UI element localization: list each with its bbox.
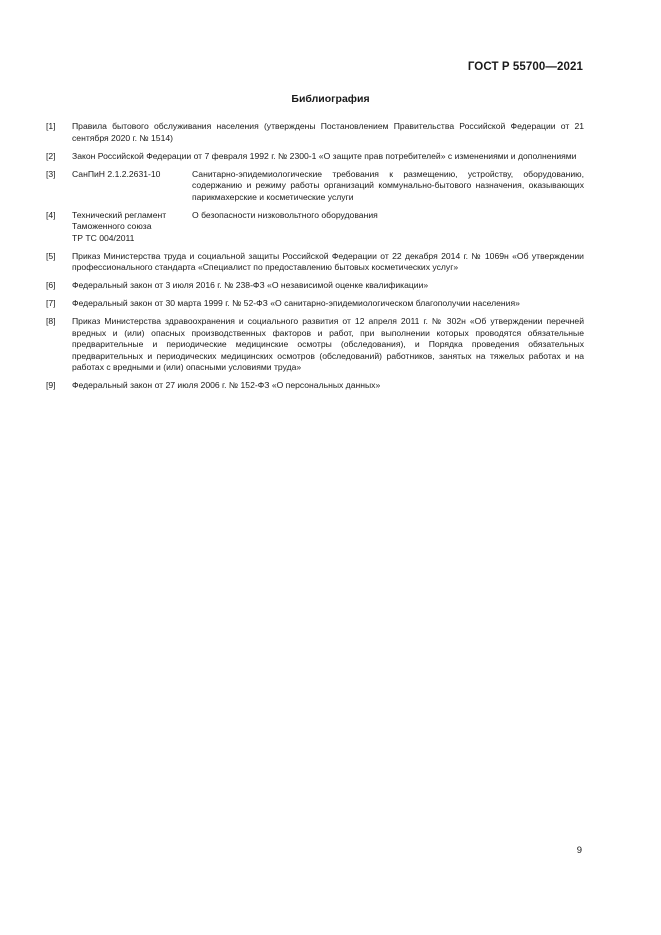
entry-number: [8] bbox=[46, 316, 56, 326]
entry-text: Приказ Министерства здравоохранения и социального развития от 12 апреля 2011 г. № 302н «Об утверждении перечней вредных и (или) опасных производственных факторов и работ, при выполнении которых проводятся обязательные предварительные и периодические медицинские осмотры (обследования), и Порядка проведения обязательных предварительных и периодических медицинских осмотров (обследований) работников, занятых на тяжелых работах и на работах с вредными и (или) опасными условиями труда» bbox=[72, 316, 584, 372]
entry-number: [4] bbox=[46, 209, 56, 220]
designation-line: ТР ТС 004/2011 bbox=[72, 232, 135, 243]
entry-number: [9] bbox=[46, 380, 56, 390]
entry-text: О безопасности низковольтного оборудования bbox=[192, 209, 378, 220]
entry-text: Правила бытового обслуживания населения (утверждены Постановлением Правительства Российской Федерации от 21 сентября 2020 г. № 1514) bbox=[72, 121, 584, 143]
designation-line: Таможенного союза bbox=[72, 221, 152, 231]
bibliography-entry bbox=[46, 280, 584, 292]
entry-number: [6] bbox=[46, 280, 56, 290]
entry-number: [5] bbox=[46, 250, 56, 261]
entry-number: [7] bbox=[46, 298, 56, 308]
entry-text: Федеральный закон от 27 июля 2006 г. № 152-ФЗ «О персональных данных» bbox=[72, 380, 381, 390]
bibliography-entry bbox=[46, 380, 584, 392]
entry-text: Федеральный закон от 30 марта 1999 г. № 52-ФЗ «О санитарно-эпидемиологическом благополучии населения» bbox=[72, 298, 520, 308]
entry-text: Федеральный закон от 3 июля 2016 г. № 238-ФЗ «О независимой оценке квалификации» bbox=[72, 280, 429, 290]
designation-line: СанПиН 2.1.2.2631-10 bbox=[72, 168, 161, 179]
section-title: Библиография bbox=[291, 93, 370, 105]
designation-line: Технический регламент bbox=[72, 209, 167, 220]
bibliography-entry bbox=[46, 316, 584, 374]
bibliography-entry bbox=[46, 121, 584, 144]
bibliography-entry bbox=[46, 169, 584, 204]
entry-number: [3] bbox=[46, 168, 56, 179]
bibliography-entry bbox=[46, 298, 584, 310]
entry-designation bbox=[72, 210, 192, 245]
bibliography-list bbox=[46, 121, 584, 398]
entry-number: [2] bbox=[46, 150, 56, 161]
entry-text: Закон Российской Федерации от 7 февраля 1992 г. № 2300-1 «О защите прав потребителей» с изменениями и дополнениями bbox=[72, 150, 577, 161]
bibliography-entry bbox=[46, 210, 584, 245]
entry-number: [1] bbox=[46, 121, 56, 131]
bibliography-entry bbox=[46, 251, 584, 274]
bibliography-entry bbox=[46, 151, 584, 163]
entry-text: Приказ Министерства труда и социальной защиты Российской Федерации от 22 декабря 2014 г. № 1069н «Об утверждении профессионального стандарта «Специалист по предоставлению бытовых косметических услуг» bbox=[72, 250, 584, 272]
entry-designation bbox=[72, 169, 192, 204]
entry-text: Санитарно-эпидемиологические требования к размещению, устройству, оборудованию, содержанию и режиму работы организаций коммунально-бытового назначения, оказывающих парикмахерские и косметические услуги bbox=[192, 168, 584, 202]
document-code: ГОСТ Р 55700—2021 bbox=[467, 61, 583, 73]
page-number: 9 bbox=[576, 845, 582, 856]
